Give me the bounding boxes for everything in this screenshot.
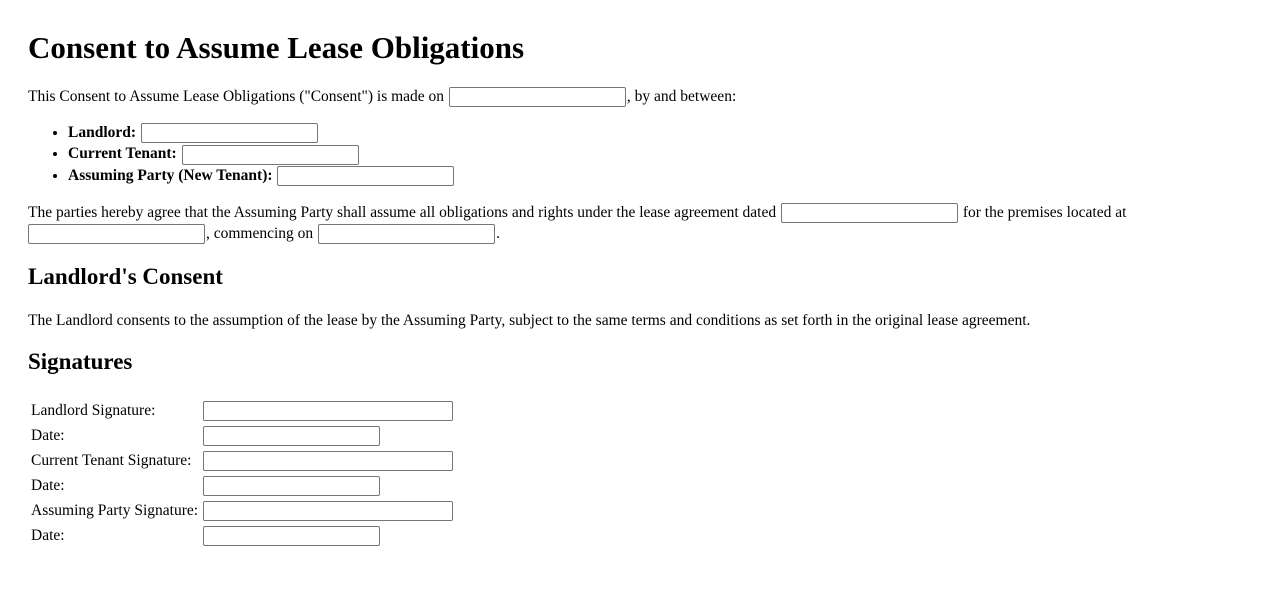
- assuming-party-signature-input[interactable]: [203, 501, 453, 521]
- list-item-current-tenant: [68, 143, 455, 164]
- table-cell: [201, 499, 455, 522]
- premises-address-input[interactable]: [28, 224, 205, 244]
- assuming-party-signature-label: Assuming Party Signature:: [31, 501, 199, 519]
- table-row: [30, 474, 455, 497]
- landlord-signature-input[interactable]: [203, 401, 453, 421]
- agreement-text-4: .: [496, 225, 500, 242]
- table-row: [30, 399, 455, 422]
- landlord-signature-label: Landlord Signature:: [31, 401, 156, 419]
- landlord-date-input[interactable]: [203, 426, 380, 446]
- consent-date-input[interactable]: [449, 87, 626, 107]
- current-tenant-name-input[interactable]: [182, 145, 359, 165]
- landlord-name-input[interactable]: [141, 123, 318, 143]
- table-cell: [201, 399, 455, 422]
- list-item-landlord: [68, 122, 455, 143]
- landlord-consent-heading: Landlord's Consent: [28, 264, 223, 289]
- page-title: Consent to Assume Lease Obligations: [28, 30, 525, 65]
- list-item-assuming-party: [68, 165, 455, 186]
- table-row: [30, 524, 455, 547]
- current-tenant-label: Current Tenant:: [68, 145, 177, 163]
- assuming-party-date-input[interactable]: [203, 526, 380, 546]
- assuming-party-date-label: Date:: [31, 526, 65, 544]
- commencement-date-input[interactable]: [318, 224, 495, 244]
- current-tenant-signature-input[interactable]: [203, 451, 453, 471]
- current-tenant-signature-label: Current Tenant Signature:: [31, 451, 192, 469]
- agreement-paragraph-line1: [28, 202, 1126, 223]
- assuming-party-label: Assuming Party (New Tenant):: [68, 166, 273, 184]
- table-row: [30, 424, 455, 447]
- intro-paragraph: [28, 86, 736, 107]
- current-tenant-date-label: Date:: [31, 476, 65, 494]
- landlord-date-label: Date:: [31, 426, 65, 444]
- table-cell: [201, 524, 455, 547]
- parties-list: [28, 122, 455, 186]
- signatures-table: [28, 397, 457, 549]
- signatures-heading: Signatures: [28, 349, 133, 374]
- lease-date-input[interactable]: [781, 203, 958, 223]
- intro-text-end: , by and between:: [626, 88, 737, 105]
- agreement-text-2: for the premises located at: [962, 204, 1127, 221]
- agreement-paragraph-line2: [28, 223, 500, 244]
- current-tenant-date-input[interactable]: [203, 476, 380, 496]
- table-cell: [201, 449, 455, 472]
- landlord-consent-text: The Landlord consents to the assumption of the lease by the Assuming Party, subject to the same terms and conditions as set forth in the original lease agreement.: [28, 312, 1031, 329]
- intro-text: This Consent to Assume Lease Obligations ("Consent") is made on: [28, 88, 445, 105]
- agreement-text-1: The parties hereby agree that the Assuming Party shall assume all obligations and rights under the lease agreement dated: [28, 204, 777, 221]
- landlord-label: Landlord:: [68, 124, 137, 141]
- agreement-text-3: , commencing on: [206, 225, 314, 242]
- table-row: [30, 449, 455, 472]
- table-cell: [201, 474, 455, 497]
- table-cell: [201, 424, 455, 447]
- assuming-party-name-input[interactable]: [277, 166, 454, 186]
- table-row: [30, 499, 455, 522]
